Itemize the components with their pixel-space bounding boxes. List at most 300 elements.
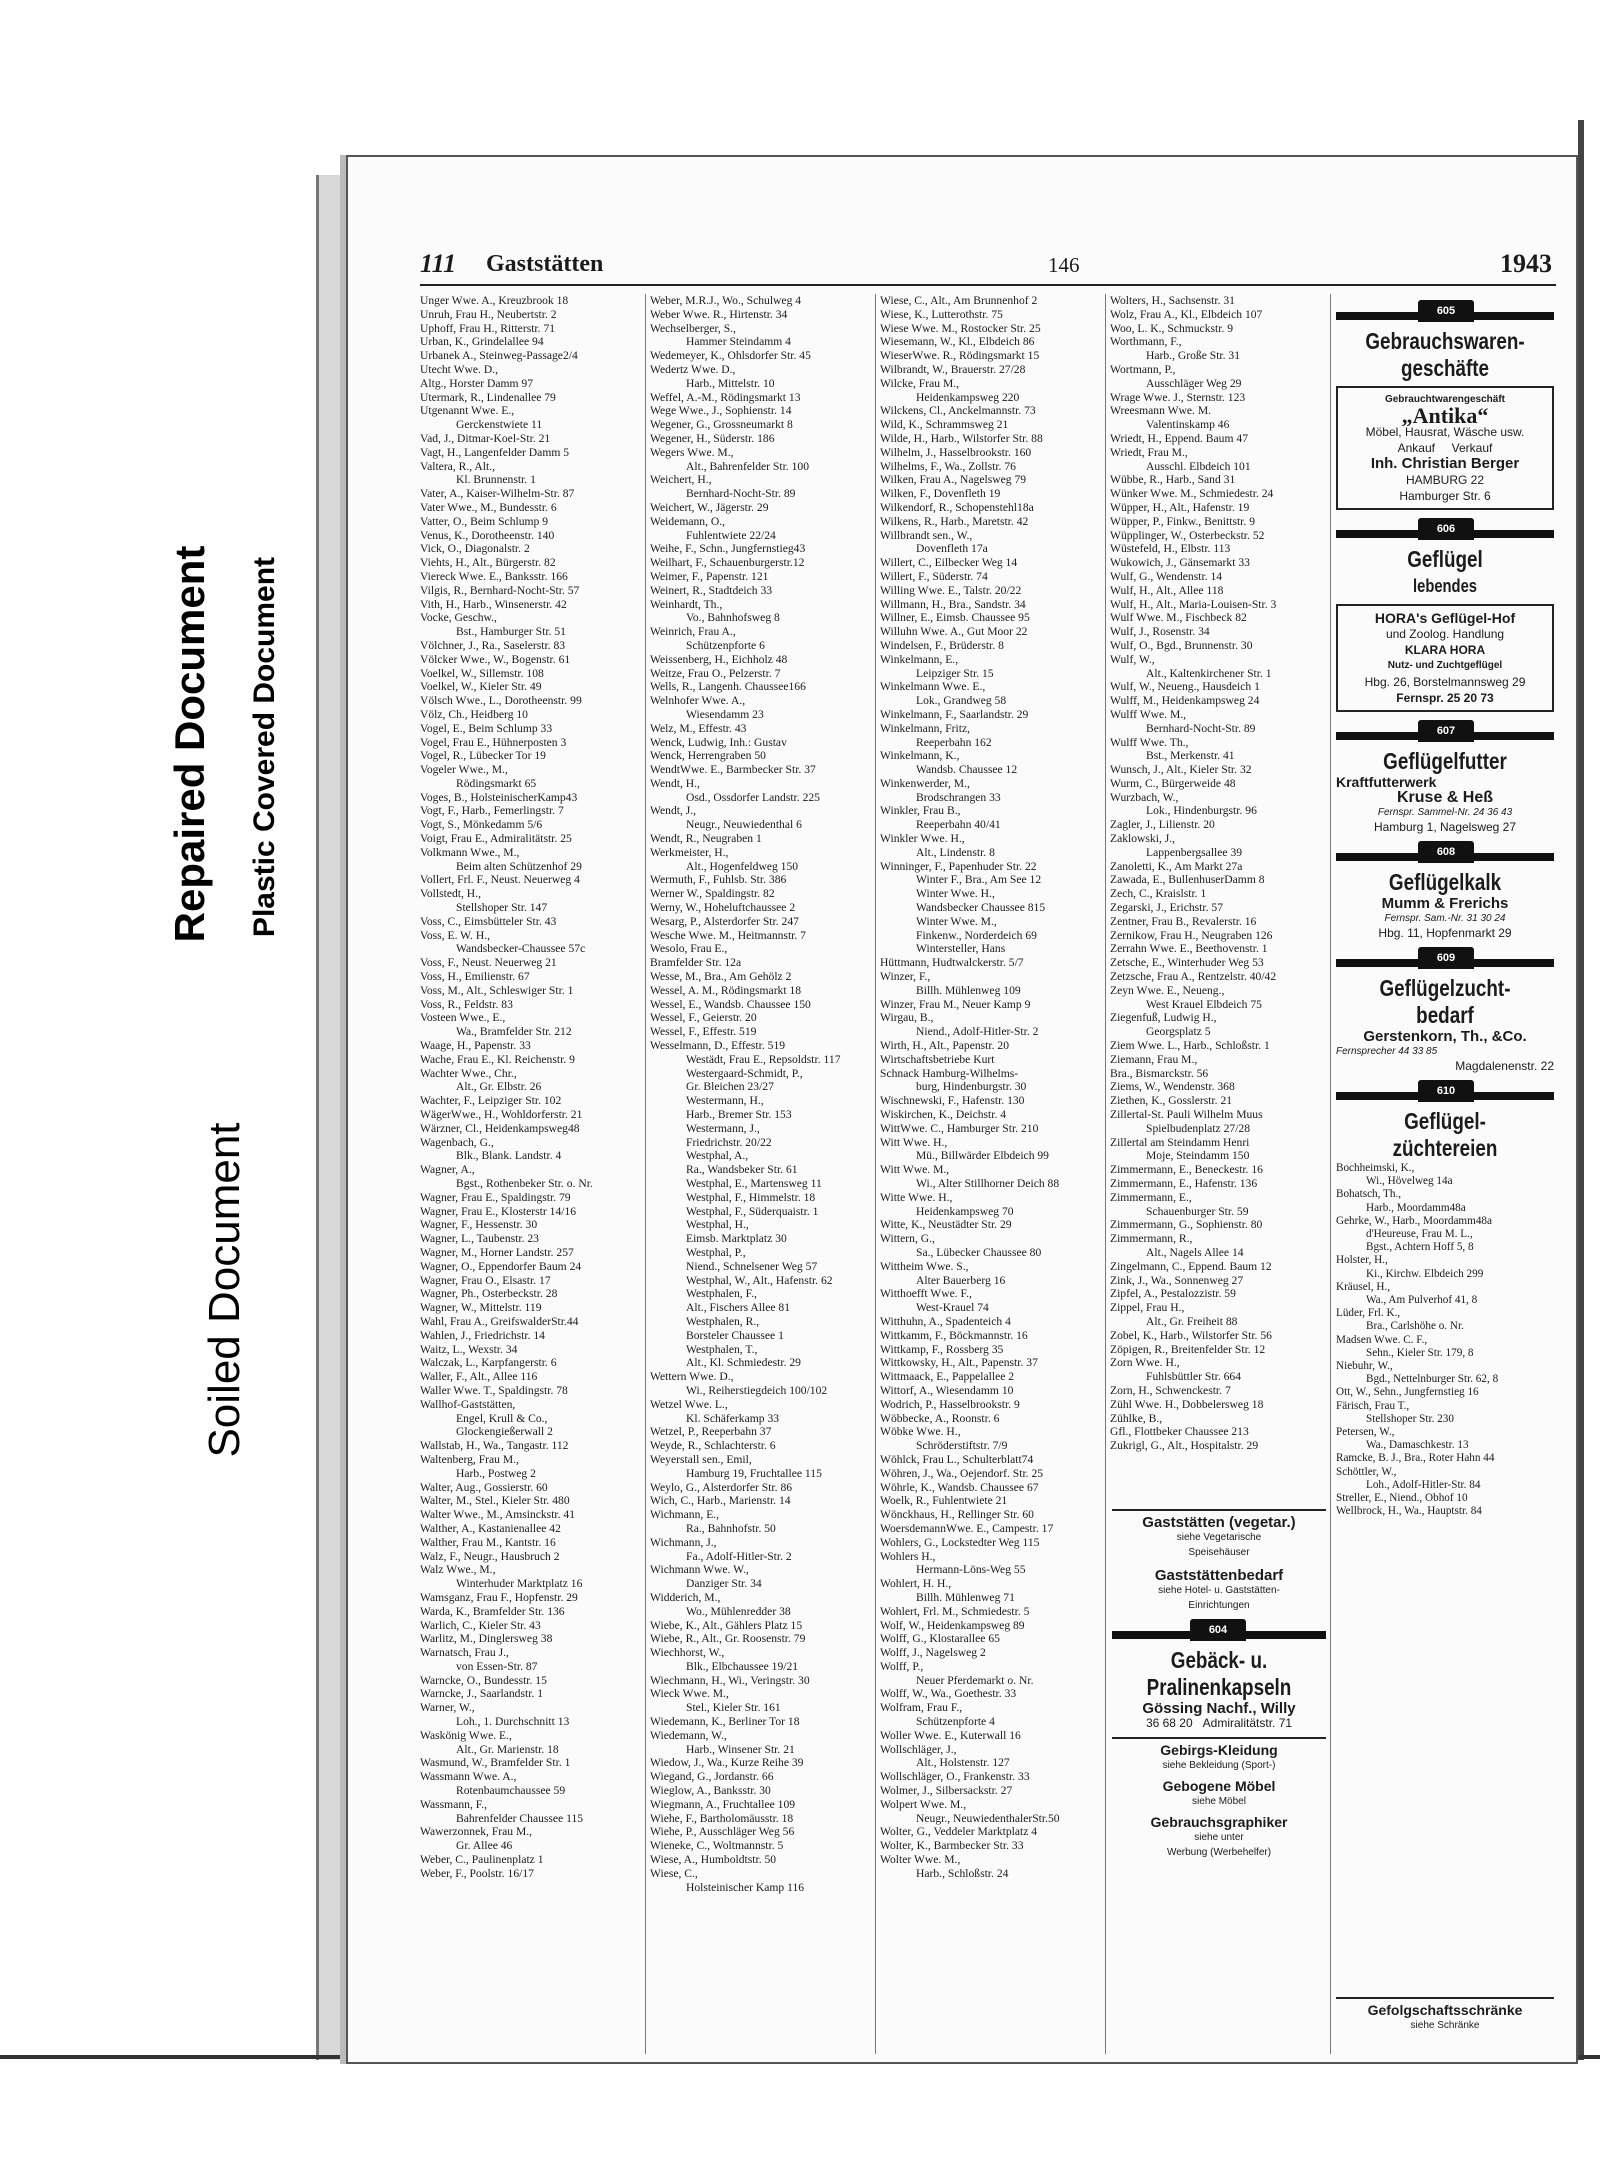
- listing-entry: Harb., Schloßstr. 24: [916, 1866, 1009, 1880]
- listing-entry: Walther, Frau M., Kantstr. 16: [420, 1535, 556, 1549]
- breeder-entry: Wa., Am Pulverhof 41, 8: [1366, 1294, 1478, 1307]
- listing-entry: Wenck, Herrengraben 50: [650, 749, 766, 763]
- listing-entry: Wagner, Ph., Osterbeckstr. 28: [420, 1287, 558, 1301]
- listing-entry: Woo, L. K., Schmuckstr. 9: [1110, 321, 1234, 335]
- listing-entry: Wandsbecker Chaussee 815: [916, 901, 1046, 915]
- listing-entry: Wulff Wwe. M.,: [1110, 707, 1187, 721]
- listing-entry: Witte Wwe. H.,: [880, 1190, 953, 1204]
- listing-entry: Loh., 1. Durchschnitt 13: [456, 1715, 570, 1729]
- listing-entry: Bramfelder Str. 12a: [650, 956, 742, 970]
- listing-entry: Leipziger Str. 15: [916, 666, 994, 680]
- listing-entry: Warncke, J., Saarlandstr. 1: [420, 1687, 544, 1701]
- breeder-entry: Schöttler, W.,: [1336, 1465, 1397, 1478]
- listing-entry: Wagner, Frau E., Klosterstr 14/16: [420, 1204, 577, 1218]
- listing-entry: Ausschläger Weg 29: [1146, 376, 1242, 390]
- listing-entry: Warda, K., Bramfelder Str. 136: [420, 1604, 565, 1618]
- listing-column-2: [650, 294, 870, 1894]
- section-tab-605: 605: [1336, 298, 1554, 328]
- listing-entry: Wagner, W., Mittelstr. 119: [420, 1301, 542, 1315]
- listing-entry: Zimmermann, E., Beneckestr. 16: [1110, 1163, 1263, 1177]
- listing-entry: Wedemeyer, K., Ohlsdorfer Str. 45: [650, 349, 811, 363]
- listing-entry: Wolpert Wwe. M.,: [880, 1797, 967, 1811]
- ad-antika: Gebrauchtwarengeschäft „Antika“ Möbel, Hausrat, Wäsche usw. Ankauf Verkauf Inh. Christian Berger HAMBURG 22 Hamburger Str. 6: [1336, 386, 1554, 510]
- listing-entry: Neugr., NeuwiedenthalerStr.50: [916, 1811, 1060, 1825]
- listing-entry: Wessel, A. M., Rödingsmarkt 18: [650, 983, 802, 997]
- listing-entry: Moje, Steindamm 150: [1146, 1149, 1250, 1163]
- listing-entry: Wohlert, H. H.,: [880, 1577, 952, 1591]
- listing-column-1: [420, 294, 640, 1881]
- listing-entry: Wendt, R., Neugraben 1: [650, 832, 762, 846]
- listing-entry: Wichmann, E.,: [650, 1508, 720, 1522]
- listing-entry: Wiechhorst, W.,: [650, 1646, 725, 1660]
- listing-entry: Unger Wwe. A., Kreuzbrook 18: [420, 294, 569, 307]
- listing-entry: WendtWwe. E., Barmbecker Str. 37: [650, 763, 816, 777]
- heading-gefluegelzuechtereien: Geflügel-: [1404, 1108, 1486, 1134]
- listing-entry: Voss, E. W. H.,: [420, 928, 491, 942]
- listing-entry: Zühlke, B.,: [1110, 1411, 1163, 1425]
- listing-entry: Wermuth, F., Fuhlsb. Str. 386: [650, 873, 787, 887]
- listing-entry: Westermann, H.,: [686, 1094, 764, 1108]
- listing-entry: Viehts, H., Alt., Bürgerstr. 82: [420, 556, 556, 570]
- listing-entry: Zimmermann, R.,: [1110, 1232, 1193, 1246]
- listing-entry: Vogt, F., Harb., Femerlingstr. 7: [420, 804, 564, 818]
- listing-entry: Walther, A., Kastanienallee 42: [420, 1521, 561, 1535]
- listing-entry: Alt., Gr. Marienstr. 18: [456, 1742, 559, 1756]
- listing-entry: Wittern, G.,: [880, 1232, 935, 1246]
- listing-entry: Wolff, G., Klostarallee 65: [880, 1632, 1000, 1646]
- listing-entry: Wamsganz, Frau F., Hopfenstr. 29: [420, 1590, 578, 1604]
- listing-entry: Willert, C., Eilbecker Weg 14: [880, 556, 1018, 570]
- breeder-entry: Wi., Hövelweg 14a: [1366, 1175, 1453, 1188]
- column-divider: [1330, 294, 1331, 2054]
- listing-entry: Wetzel, P., Reeperbahn 37: [650, 1425, 772, 1439]
- listing-entry: Walz Wwe., M.,: [420, 1563, 496, 1577]
- listing-entry: Alt., Hogenfeldweg 150: [686, 859, 799, 873]
- listing-entry: Zorn Wwe. H.,: [1110, 1356, 1180, 1370]
- listing-entry: Zipfel, A., Pestalozzistr. 59: [1110, 1287, 1236, 1301]
- listing-entry: Witthoefft Wwe. F.,: [880, 1287, 972, 1301]
- listing-entry: West-Krauel 74: [916, 1301, 989, 1315]
- listing-entry: Georgsplatz 5: [1146, 1025, 1211, 1039]
- listing-entry: Weilhart, F., Schauenburgerstr.12: [650, 556, 805, 570]
- listing-entry: Zukrigl, G., Alt., Hospitalstr. 29: [1110, 1439, 1259, 1453]
- listing-entry: Wulff, M., Heidenkampsweg 24: [1110, 694, 1260, 708]
- listing-entry: Wolter, K., Barmbecker Str. 33: [880, 1839, 1024, 1853]
- listing-entry: Winterhuder Marktplatz 16: [456, 1577, 583, 1591]
- listing-entry: Worthmann, F.,: [1110, 335, 1182, 349]
- listing-entry: Wirtschaftsbetriebe Kurt: [880, 1052, 995, 1066]
- listing-entry: Wittmaack, E., Pappelallee 2: [880, 1370, 1015, 1384]
- listing-entry: Vilgis, R., Bernhard-Nocht-Str. 57: [420, 583, 580, 597]
- listing-entry: Voigt, Frau E., Admiralitätstr. 25: [420, 832, 572, 846]
- listing-entry: Wege Wwe., J., Sophienstr. 14: [650, 404, 792, 418]
- listing-entry: Zech, C., Kraislstr. 1: [1110, 887, 1207, 901]
- listing-entry: Wachter, F., Leipziger Str. 102: [420, 1094, 562, 1108]
- listing-entry: Alt., Kaltenkirchener Str. 1: [1146, 666, 1272, 680]
- listing-entry: Vocke, Geschw.,: [420, 611, 497, 625]
- repaired-document-label: Repaired Document: [166, 545, 213, 943]
- listing-entry: Wessel, E., Wandsb. Chaussee 150: [650, 997, 811, 1011]
- listing-entry: Wendt, J.,: [650, 804, 697, 818]
- listing-entry: Wagner, O., Eppendorfer Baum 24: [420, 1259, 582, 1273]
- listing-entry: Winninger, F., Papenhuder Str. 22: [880, 859, 1037, 873]
- listing-entry: Blk., Elbchaussee 19/21: [686, 1659, 799, 1673]
- breeders-list: [1336, 1162, 1554, 1518]
- listing-entry: Weyerstall sen., Emil,: [650, 1452, 752, 1466]
- listing-entry: WoersdemannWwe. E., Campestr. 17: [880, 1521, 1054, 1535]
- listing-entry: Utgenannt Wwe. E.,: [420, 404, 515, 418]
- listing-entry: Beim alten Schützenhof 29: [456, 859, 582, 873]
- listing-entry: Zink, J., Wa., Sonnenweg 27: [1110, 1273, 1244, 1287]
- listing-entry: Wulf, W., Neueng., Hausdeich 1: [1110, 680, 1260, 694]
- listing-entry: Wulf, H., Alt., Maria-Louisen-Str. 3: [1110, 597, 1277, 611]
- listing-entry: Vogel, E., Beim Schlump 33: [420, 721, 553, 735]
- listing-entry: Stel., Kieler Str. 161: [686, 1701, 781, 1715]
- listing-entry: Voss, R., Feldstr. 83: [420, 997, 513, 1011]
- listing-entry: Westphal, P.,: [686, 1245, 746, 1259]
- listing-entry: Wöhlck, Frau L., Schulterblatt74: [880, 1452, 1034, 1466]
- listing-entry: Warlich, C., Kieler Str. 43: [420, 1618, 541, 1632]
- breeder-entry: Bochheimski, K.,: [1336, 1162, 1415, 1174]
- heading-gaststaettenbedarf: Gaststättenbedarf: [1154, 1567, 1284, 1584]
- listing-entry: Ziems, W., Wendenstr. 368: [1110, 1080, 1235, 1094]
- section-title: Gaststätten: [486, 251, 604, 277]
- listing-entry: Walter Wwe., M., Amsinckstr. 41: [420, 1508, 576, 1522]
- breeder-entry: Holster, H.,: [1336, 1254, 1388, 1267]
- directory-page: [346, 155, 1578, 2064]
- listing-entry: Schnack Hamburg-Wilhelms-: [880, 1066, 1019, 1080]
- listing-entry: Gr. Allee 46: [456, 1839, 513, 1853]
- breeder-entry: Madsen Wwe. C. F.,: [1336, 1333, 1428, 1346]
- listing-entry: Borsteler Chaussee 1: [686, 1328, 784, 1342]
- listing-entry: Waage, H., Papenstr. 33: [420, 1039, 531, 1053]
- listing-entry: Wüpplinger, W., Osterbeckstr. 52: [1110, 528, 1265, 542]
- listing-entry: Wells, R., Langenh. Chaussee166: [650, 680, 806, 694]
- listing-entry: Wessel, F., Effestr. 519: [650, 1025, 757, 1039]
- listing-entry: Bgst., Rothenbeker Str. o. Nr.: [456, 1177, 593, 1190]
- listing-entry: Wasmund, W., Bramfelder Str. 1: [420, 1756, 571, 1770]
- listing-entry: Wenck, Ludwig, Inh.: Gustav: [650, 735, 787, 749]
- listing-entry: Wriedt, H., Eppend. Baum 47: [1110, 431, 1248, 445]
- listing-entry: Windelsen, F., Brüderstr. 8: [880, 638, 1004, 652]
- listing-entry: Reeperbahn 162: [916, 735, 992, 749]
- listing-entry: Weber, F., Poolstr. 16/17: [420, 1866, 534, 1880]
- listing-entry: Wilhelms, F., Wa., Zollstr. 76: [880, 459, 1016, 473]
- listing-entry: Wulf Wwe. M., Fischbeck 82: [1110, 611, 1247, 625]
- listing-entry: Wiese, C., Alt., Am Brunnenhof 2: [880, 294, 1038, 307]
- listing-entry: Wilken, F., Dovenfleth 19: [880, 487, 1001, 501]
- listing-entry: von Essen-Str. 87: [456, 1659, 538, 1673]
- listing-entry: Wittkamm, F., Böckmannstr. 16: [880, 1328, 1028, 1342]
- listing-entry: Wollschläger, O., Frankenstr. 33: [880, 1770, 1030, 1784]
- listing-entry: Wandsb. Chaussee 12: [916, 763, 1018, 777]
- listing-entry: Weinrich, Frau A.,: [650, 625, 736, 639]
- listing-entry: Wurzbach, W.,: [1110, 790, 1179, 804]
- listing-entry: Winkenwerder, M.,: [880, 776, 970, 790]
- listing-entry: Vith, H., Harb., Winsenerstr. 42: [420, 597, 567, 611]
- listing-entry: Wolfram, Frau F.,: [880, 1701, 963, 1715]
- listing-entry: Ausschl. Elbdeich 101: [1146, 459, 1251, 473]
- breeder-entry: Loh., Adolf-Hitler-Str. 84: [1366, 1478, 1481, 1491]
- listing-entry: Wönckhaus, H., Rellinger Str. 60: [880, 1508, 1034, 1522]
- listing-entry: Weber Wwe. R., Hirtenstr. 34: [650, 307, 788, 321]
- listing-entry: Harb., Bremer Str. 153: [686, 1108, 792, 1122]
- listing-entry: Blk., Blank. Landstr. 4: [456, 1149, 562, 1163]
- listing-entry: Schützenpforte 4: [916, 1715, 995, 1729]
- listing-entry: Wiehe, F., Bartholomäusstr. 18: [650, 1811, 794, 1825]
- listing-entry: Zobel, K., Harb., Wilstorfer Str. 56: [1110, 1328, 1272, 1342]
- listing-entry: Bra., Bismarckstr. 56: [1110, 1066, 1209, 1080]
- listing-entry: Wodrich, P., Hasselbrookstr. 9: [880, 1397, 1020, 1411]
- listing-entry: Rödingsmarkt 65: [456, 776, 537, 790]
- listing-entry: Zühl Wwe. H., Dobbelersweg 18: [1110, 1397, 1264, 1411]
- breeder-entry: Ramcke, B. J., Bra., Roter Hahn 44: [1336, 1452, 1495, 1465]
- listing-entry: Wandsbecker-Chaussee 57c: [456, 942, 586, 956]
- listing-entry: Winkelmann Wwe. E.,: [880, 680, 986, 694]
- listing-entry: Warncke, O., Bundesstr. 15: [420, 1673, 547, 1687]
- breeder-entry: Ott, W., Sehn., Jungfernstieg 16: [1336, 1386, 1479, 1399]
- listing-entry: Vollert, Frl. F., Neust. Neuerweg 4: [420, 873, 580, 887]
- listing-entry: Volkmann Wwe., M.,: [420, 845, 520, 859]
- listing-entry: Bernhard-Nocht-Str. 89: [686, 487, 796, 501]
- listing-entry: Lok., Hindenburgstr. 96: [1146, 804, 1257, 818]
- listing-entry: Wolff, W., Wa., Goethestr. 33: [880, 1687, 1017, 1701]
- listing-entry: Lok., Grandweg 58: [916, 694, 1007, 708]
- listing-entry: Woelk, R., Fuhlentwiete 21: [880, 1494, 1008, 1508]
- scan-edge: [1578, 120, 1584, 2060]
- listing-entry: Sa., Lübecker Chaussee 80: [916, 1245, 1042, 1259]
- listing-entry: Wulf, W.,: [1110, 652, 1155, 666]
- listing-entry: Zillertal-St. Pauli Wilhelm Muus: [1110, 1108, 1263, 1122]
- listing-entry: Schröderstiftstr. 7/9: [916, 1439, 1008, 1453]
- listing-entry: Waltenberg, Frau M.,: [420, 1452, 519, 1466]
- listing-entry: Völsch Wwe., L., Dorotheenstr. 99: [420, 694, 582, 708]
- listing-entry: Hüttmann, Hudtwalckerstr. 5/7: [880, 956, 1024, 970]
- breeder-entry: Bgd., Nettelnburger Str. 62, 8: [1366, 1373, 1499, 1386]
- listing-entry: Witte, K., Neustädter Str. 29: [880, 1218, 1012, 1232]
- listing-entry: Wulf, H., Alt., Allee 118: [1110, 583, 1224, 597]
- listing-entry: Westphal, E., Martensweg 11: [686, 1177, 822, 1190]
- listing-entry: Wolff, J., Nagelsweg 2: [880, 1646, 986, 1660]
- listing-entry: Wessel, F., Geierstr. 20: [650, 1011, 757, 1025]
- listing-entry: Waller Wwe. T., Spaldingstr. 78: [420, 1383, 568, 1397]
- listing-entry: Walz, F., Neugr., Hausbruch 2: [420, 1549, 560, 1563]
- listing-entry: Wittkowsky, H., Alt., Papenstr. 37: [880, 1356, 1038, 1370]
- listing-entry: Alt., Kl. Schmiedestr. 29: [686, 1356, 801, 1370]
- listing-entry: Westphal, F., Süderquaistr. 1: [686, 1204, 819, 1218]
- listing-entry: Zöpigen, R., Breitenfelder Str. 12: [1110, 1342, 1266, 1356]
- listing-entry: Westphalen, F.,: [686, 1287, 757, 1301]
- listing-entry: Zingelmann, C., Eppend. Baum 12: [1110, 1259, 1272, 1273]
- listing-entry: Wiesendamm 23: [686, 707, 764, 721]
- listing-entry: Westphal, A.,: [686, 1149, 749, 1163]
- listing-entry: Weimer, F., Papenstr. 121: [650, 569, 769, 583]
- listing-entry: Vater, A., Kaiser-Wilhelm-Str. 87: [420, 487, 575, 501]
- footer-ad: Gefolgschaftsschränke siehe Schränke: [1336, 1997, 1554, 2033]
- listing-entry: Vollstedt, H.,: [420, 887, 481, 901]
- heading-gefluegelkalk: Geflügelkalk: [1388, 869, 1502, 895]
- listing-entry: Wüpper, P., Finkw., Benittstr. 9: [1110, 514, 1255, 528]
- listing-entry: Wiebe, K., Alt., Gählers Platz 15: [650, 1618, 803, 1632]
- listing-entry: Hamburg 19, Fruchtallee 115: [686, 1466, 822, 1480]
- breeder-entry: Bohatsch, Th.,: [1336, 1188, 1402, 1201]
- listing-entry: Kl. Brunnenstr. 1: [456, 473, 536, 487]
- listing-entry: Wulf, G., Wendenstr. 14: [1110, 569, 1223, 583]
- listing-entry: Wolters, H., Sachsenstr. 31: [1110, 294, 1235, 307]
- listing-entry: Friedrichstr. 20/22: [686, 1135, 772, 1149]
- listing-entry: Westädt, Frau E., Repsoldstr. 117: [686, 1052, 841, 1066]
- listing-entry: Winkelmann, F., Saarlandstr. 29: [880, 707, 1029, 721]
- listing-entry: Wesarg, P., Alsterdorfer Str. 247: [650, 914, 799, 928]
- listing-entry: Gfl., Flottbeker Chaussee 213: [1110, 1425, 1249, 1439]
- listing-entry: Wittorf, A., Wiesendamm 10: [880, 1383, 1014, 1397]
- section-tab-610: 610: [1336, 1078, 1554, 1108]
- listing-entry: Utecht Wwe. D.,: [420, 362, 499, 376]
- listing-entry: Völz, Ch., Heidberg 10: [420, 707, 528, 721]
- listing-entry: Urbanek A., Steinweg-Passage2/4: [420, 349, 578, 363]
- listing-entry: Wulff Wwe. Th.,: [1110, 735, 1189, 749]
- listing-entry: Wilde, H., Harb., Wilstorfer Str. 88: [880, 431, 1043, 445]
- listing-entry: Wintersteller, Hans: [916, 942, 1006, 956]
- listing-entry: Valtera, R., Alt.,: [420, 459, 496, 473]
- listing-entry: Westphal, F., Himmelstr. 18: [686, 1190, 816, 1204]
- listing-entry: Wiebe, R., Alt., Gr. Roosenstr. 79: [650, 1632, 806, 1646]
- listing-entry: Wiegmann, A., Fruchtallee 109: [650, 1797, 796, 1811]
- listing-entry: Wechselberger, S.,: [650, 321, 736, 335]
- lower-ads-block: Gaststätten (vegetar.) siehe Vegetarische Speisehäuser Gaststättenbedarf siehe Hotel- u. Gaststätten- Einrichtungen 604 Gebäck- u. Pralinenkapseln Gössing Nachf., Willy 36 68 20 Admiralitätstr. 71 Gebirgs-Kleidung siehe Bekleidung (Sport-) Gebogene Möbel siehe Möbel Gebrauchsgraphiker siehe unter Werbung (Werbehelfer): [1112, 1509, 1326, 1860]
- listing-entry: Lappenbergsallee 39: [1146, 845, 1243, 859]
- section-tab-607: 607: [1336, 718, 1554, 748]
- listing-entry: Westphal, W., Alt., Hafenstr. 62: [686, 1273, 833, 1287]
- listing-entry: Wohlert, Frl. M., Schmiedestr. 5: [880, 1604, 1030, 1618]
- listing-entry: Voges, B., HolsteinischerKamp43: [420, 790, 578, 804]
- heading-gebrauchswaren: Gebrauchswaren-geschäfte: [1365, 328, 1525, 381]
- listing-entry: Wettern Wwe. D.,: [650, 1370, 734, 1384]
- listing-entry: Rotenbaumchaussee 59: [456, 1784, 566, 1798]
- listing-entry: Wahl, Frau A., GreifswalderStr.44: [420, 1314, 579, 1328]
- listing-entry: Ziegenfuß, Ludwig H.,: [1110, 1011, 1217, 1025]
- listing-entry: Wolf, W., Heidenkampsweg 89: [880, 1618, 1025, 1632]
- listing-entry: Wittkamp, F., Rossberg 35: [880, 1342, 1004, 1356]
- listing-entry: Weissenberg, H., Eichholz 48: [650, 652, 788, 666]
- listing-entry: Walter, Aug., Gossierstr. 60: [420, 1480, 548, 1494]
- breeder-entry: Kräusel, H.,: [1336, 1280, 1391, 1293]
- listing-entry: Harb., Postweg 2: [456, 1466, 536, 1480]
- listing-entry: Altg., Horster Damm 97: [420, 376, 534, 390]
- breeder-entry: Bra., Carlshöhe o. Nr.: [1366, 1320, 1464, 1333]
- listing-entry: Wagner, L., Taubenstr. 23: [420, 1232, 539, 1246]
- listing-entry: Wüstefeld, H., Elbstr. 113: [1110, 542, 1231, 556]
- listing-entry: Wulf, J., Rosenstr. 34: [1110, 625, 1210, 639]
- listing-entry: Heidenkampsweg 70: [916, 1204, 1014, 1218]
- listing-entry: Weyde, R., Schlachterstr. 6: [650, 1439, 776, 1453]
- breeder-entry: Harb., Moordamm48a: [1366, 1201, 1466, 1214]
- breeder-entry: Bgst., Achtern Hoff 5, 8: [1366, 1241, 1474, 1254]
- listing-entry: Wiedemann, W.,: [650, 1728, 727, 1742]
- listing-entry: Zanoletti, K., Am Markt 27a: [1110, 859, 1243, 873]
- listing-entry: Ziemann, Frau M.,: [1110, 1052, 1198, 1066]
- listing-entry: Wagner, M., Horner Landstr. 257: [420, 1245, 574, 1259]
- listing-entry: Werner W., Spaldingstr. 82: [650, 887, 775, 901]
- page-prefix: 111: [420, 249, 457, 278]
- listing-entry: Bst., Hamburger Str. 51: [456, 625, 566, 639]
- listing-entry: Wiese, A., Humboldtstr. 50: [650, 1853, 777, 1867]
- listing-entry: Unruh, Frau H., Neubertstr. 2: [420, 307, 557, 321]
- listing-entry: WieserWwe. R., Rödingsmarkt 15: [880, 349, 1040, 363]
- listing-entry: Willbrandt sen., W.,: [880, 528, 973, 542]
- listing-entry: Kl. Schäferkamp 33: [686, 1411, 780, 1425]
- heading-gebogene-moebel: Gebogene Möbel: [1162, 1778, 1276, 1794]
- listing-entry: Zimmermann, E., Hafenstr. 136: [1110, 1177, 1258, 1190]
- listing-entry: Ra., Wandsbeker Str. 61: [686, 1163, 798, 1177]
- listing-entry: Westphal, H.,: [686, 1218, 749, 1232]
- column-divider: [875, 294, 876, 2054]
- section-tab-609: 609: [1336, 945, 1554, 975]
- listing-entry: burg, Hindenburgstr. 30: [916, 1080, 1027, 1094]
- listing-entry: Vick, O., Diagonalstr. 2: [420, 542, 530, 556]
- breeder-entry: Streller, E., Niend., Obhof 10: [1336, 1492, 1468, 1505]
- listing-entry: Schützenpforte 6: [686, 638, 765, 652]
- listing-column-4: [1110, 294, 1330, 1453]
- listing-entry: Völchner, J., Ra., Saselerstr. 83: [420, 638, 566, 652]
- listing-entry: Wich, C., Harb., Marienstr. 14: [650, 1494, 791, 1508]
- listing-entry: Vater Wwe., M., Bundesstr. 6: [420, 500, 557, 514]
- listing-entry: Vatter, O., Beim Schlump 9: [420, 514, 549, 528]
- listing-entry: Engel, Krull & Co.,: [456, 1411, 548, 1425]
- listing-entry: Wübbe, R., Harb., Sand 31: [1110, 473, 1236, 487]
- listing-entry: Gerckenstwiete 11: [456, 418, 543, 432]
- listing-entry: Zetzsche, Frau A., Rentzelstr. 40/42: [1110, 970, 1277, 984]
- listing-entry: Ziem Wwe. L., Harb., Schloßstr. 1: [1110, 1039, 1270, 1053]
- listing-entry: Niend., Schnelsener Weg 57: [686, 1259, 818, 1273]
- listing-entry: Wöhrle, K., Wandsb. Chaussee 67: [880, 1480, 1039, 1494]
- listing-entry: Voelkel, W., Kieler Str. 49: [420, 680, 542, 694]
- listing-entry: Wetzel Wwe. L.,: [650, 1397, 728, 1411]
- heading-gefluegelzuchtbedarf: Geflügelzucht-: [1379, 975, 1511, 1001]
- listing-entry: Wo., Mühlenredder 38: [686, 1604, 791, 1618]
- listing-entry: Wohlers, G., Lockstedter Weg 115: [880, 1535, 1040, 1549]
- listing-entry: Warnatsch, Frau J.,: [420, 1646, 509, 1660]
- listing-entry: Wallstab, H., Wa., Tangastr. 112: [420, 1439, 569, 1453]
- listing-entry: Eimsb. Marktplatz 30: [686, 1232, 787, 1246]
- listing-entry: Alt., Bahrenfelder Str. 100: [686, 459, 809, 473]
- listing-entry: Wagner, Frau E., Spaldingstr. 79: [420, 1190, 571, 1204]
- listing-entry: Weinhardt, Th.,: [650, 597, 723, 611]
- listing-entry: Weffel, A.-M., Rödingsmarkt 13: [650, 390, 801, 404]
- listing-entry: Winter F., Bra., Am See 12: [916, 873, 1042, 887]
- listing-entry: Vogeler Wwe., M.,: [420, 763, 508, 777]
- listing-entry: Alt., Gr. Freiheit 88: [1146, 1314, 1238, 1328]
- listing-entry: Weidemann, O.,: [650, 514, 726, 528]
- section-tab-606: 606: [1336, 516, 1554, 546]
- listing-entry: Wegener, H., Süderstr. 186: [650, 431, 775, 445]
- listing-entry: Witt Wwe. H.,: [880, 1135, 948, 1149]
- listing-column-3: [880, 294, 1100, 1881]
- listing-entry: Wagenbach, G.,: [420, 1135, 494, 1149]
- listing-entry: Gr. Bleichen 23/27: [686, 1080, 774, 1094]
- listing-entry: Wolz, Frau A., Kl., Elbdeich 107: [1110, 307, 1263, 321]
- listing-entry: Wiedow, J., Wa., Kurze Reihe 39: [650, 1756, 804, 1770]
- listing-entry: Wichmann, J.,: [650, 1535, 717, 1549]
- page-number: 146: [1048, 253, 1080, 277]
- listing-entry: Wilbrandt, W., Brauerstr. 27/28: [880, 362, 1026, 376]
- listing-entry: Wurm, C., Bürgerweide 48: [1110, 776, 1236, 790]
- listing-entry: Wagner, F., Hessenstr. 30: [420, 1218, 538, 1232]
- listing-entry: Winkler, Frau B.,: [880, 804, 961, 818]
- listing-entry: Wischnewski, F., Hafenstr. 130: [880, 1094, 1025, 1108]
- listing-entry: Wagner, A.,: [420, 1163, 475, 1177]
- breeder-entry: Lüder, Frl. K.,: [1336, 1307, 1401, 1320]
